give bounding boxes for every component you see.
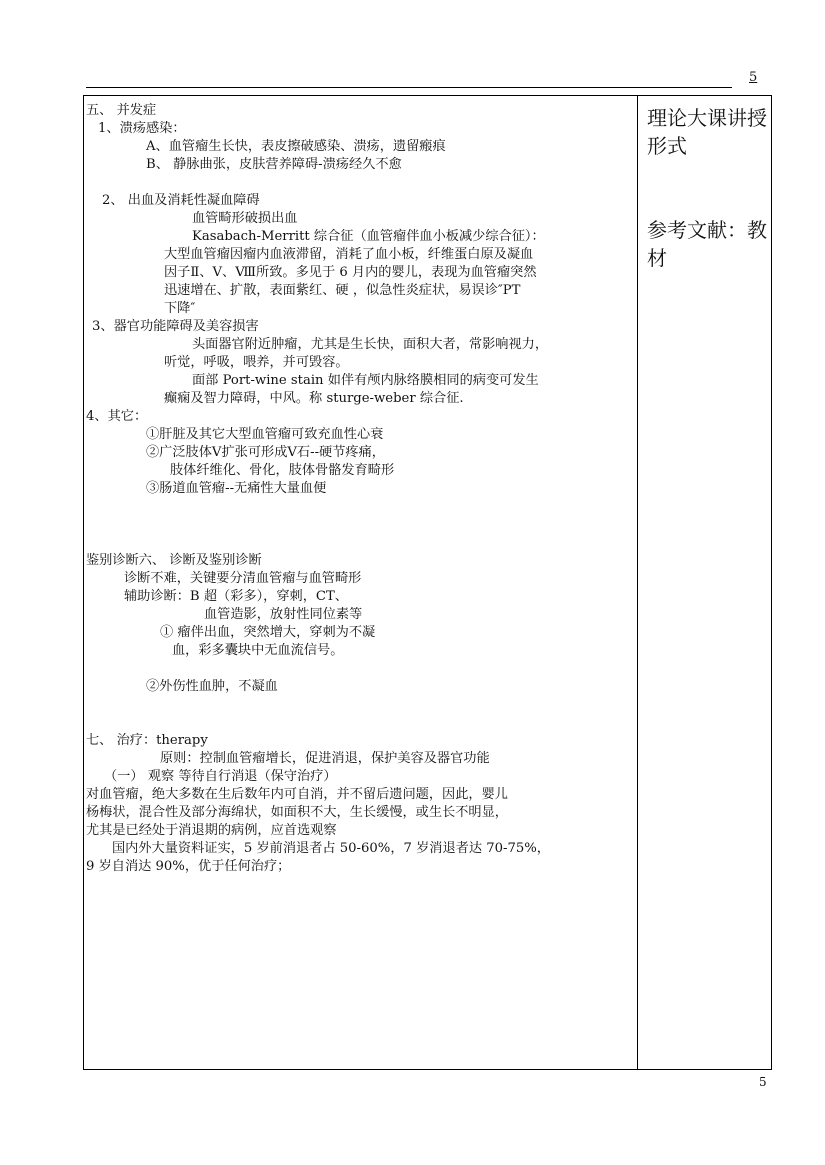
content-line: 头面器官附近肿瘤，尤其是生长快，面积大者，常影响视力， xyxy=(192,337,549,352)
content-line: 杨梅状，混合性及部分海绵状，如面积不大，生长缓慢，或生长不明显， xyxy=(86,805,508,820)
lecture-content xyxy=(86,102,634,876)
blank-line xyxy=(86,696,634,714)
content-line: 鉴别诊断六、 诊断及鉴别诊断 xyxy=(86,553,262,568)
content-line: 国内外大量资料证实，5 岁前消退者占 50-60%，7 岁消退者达 70-75%， xyxy=(112,841,550,856)
content-line: ②外伤性血肿，不凝血 xyxy=(146,679,278,694)
content-line: ②广泛肢体Ⅴ扩张可形成Ⅴ石--硬节疼痛， xyxy=(146,445,385,460)
blank-line xyxy=(86,660,634,678)
header-rule xyxy=(86,87,732,88)
column-divider xyxy=(637,95,638,1070)
content-line: 下降″ xyxy=(164,301,196,316)
content-line: 大型血管瘤因瘤内血液滞留，消耗了血小板，纤维蛋白原及凝血 xyxy=(164,247,534,262)
content-line: 面部 Port-wine stain 如伴有颅内脉络膜相同的病变可发生 xyxy=(192,373,539,388)
blank-line xyxy=(86,516,634,534)
content-line: 因子Ⅱ、Ⅴ、Ⅷ所致。多见于 6 月内的婴儿，表现为血管瘤突然 xyxy=(164,265,537,280)
content-line: 迅速增在、扩散，表面紫红、硬 ，似急性炎症状，易误诊″PT xyxy=(164,283,521,298)
content-line: 3、器官功能障碍及美容损害 xyxy=(92,319,259,334)
content-line: 血管造影，放射性同位素等 xyxy=(204,607,363,622)
content-line: 尤其是已经处于消退期的病例，应首选观察 xyxy=(86,823,337,838)
footer-page-number: 5 xyxy=(759,1075,767,1089)
content-line: ③肠道血管瘤--无痛性大量血便 xyxy=(146,481,327,496)
content-line: 1、溃疡感染： xyxy=(98,121,186,136)
content-line: （一） 观察 等待自行消退（保守治疗） xyxy=(104,769,337,784)
content-line: 血，彩多囊块中无血流信号。 xyxy=(172,643,344,658)
content-line: A、血管瘤生长快，表皮擦破感染、溃疡，遗留瘢痕 xyxy=(146,139,446,154)
content-line: Kasabach-Merritt 综合征（血管瘤伴血小板减少综合征）： xyxy=(192,229,545,244)
content-line: B、 静脉曲张，皮肤营养障碍-溃疡经久不愈 xyxy=(146,157,402,172)
content-line: ① 瘤伴出血，突然增大，穿刺为不凝 xyxy=(160,625,376,640)
references-note: 参考文献：教材 xyxy=(647,218,767,270)
content-line: 诊断不难，关键要分清血管瘤与血管畸形 xyxy=(124,571,362,586)
side-notes xyxy=(647,104,769,272)
content-line: 辅助诊断：B 超（彩多），穿刺，CT、 xyxy=(124,589,348,604)
content-line: 听觉，呼吸，喂养，并可毁容。 xyxy=(164,355,349,370)
content-line: 4、其它： xyxy=(86,409,148,424)
teaching-form-note: 理论大课讲授形式 xyxy=(647,106,767,158)
blank-line xyxy=(86,714,634,732)
blank-line xyxy=(86,498,634,516)
content-line: 肢体纤维化、骨化，肢体骨骼发育畸形 xyxy=(170,463,395,478)
blank-line xyxy=(86,534,634,552)
content-line: 2、 出血及消耗性凝血障碍 xyxy=(102,193,260,208)
content-line: ①肝脏及其它大型血管瘤可致充血性心衰 xyxy=(146,427,384,442)
content-line: 9 岁自消达 90%，优于任何治疗； xyxy=(86,859,291,874)
content-line: 七、 治疗：therapy xyxy=(86,733,208,748)
content-line: 癫痫及智力障碍，中风。称 sturge-weber 综合征. xyxy=(164,391,464,406)
header-page-number: 5 xyxy=(749,70,758,85)
content-line: 五、 并发症 xyxy=(86,103,157,118)
blank-line xyxy=(86,174,634,192)
content-line: 对血管瘤，绝大多数在生后数年内可自消，并不留后遗问题，因此，婴儿 xyxy=(86,787,508,802)
content-line: 血管畸形破损出血 xyxy=(192,211,298,226)
content-line: 原则：控制血管瘤增长，促进消退，保护美容及器官功能 xyxy=(160,751,490,766)
